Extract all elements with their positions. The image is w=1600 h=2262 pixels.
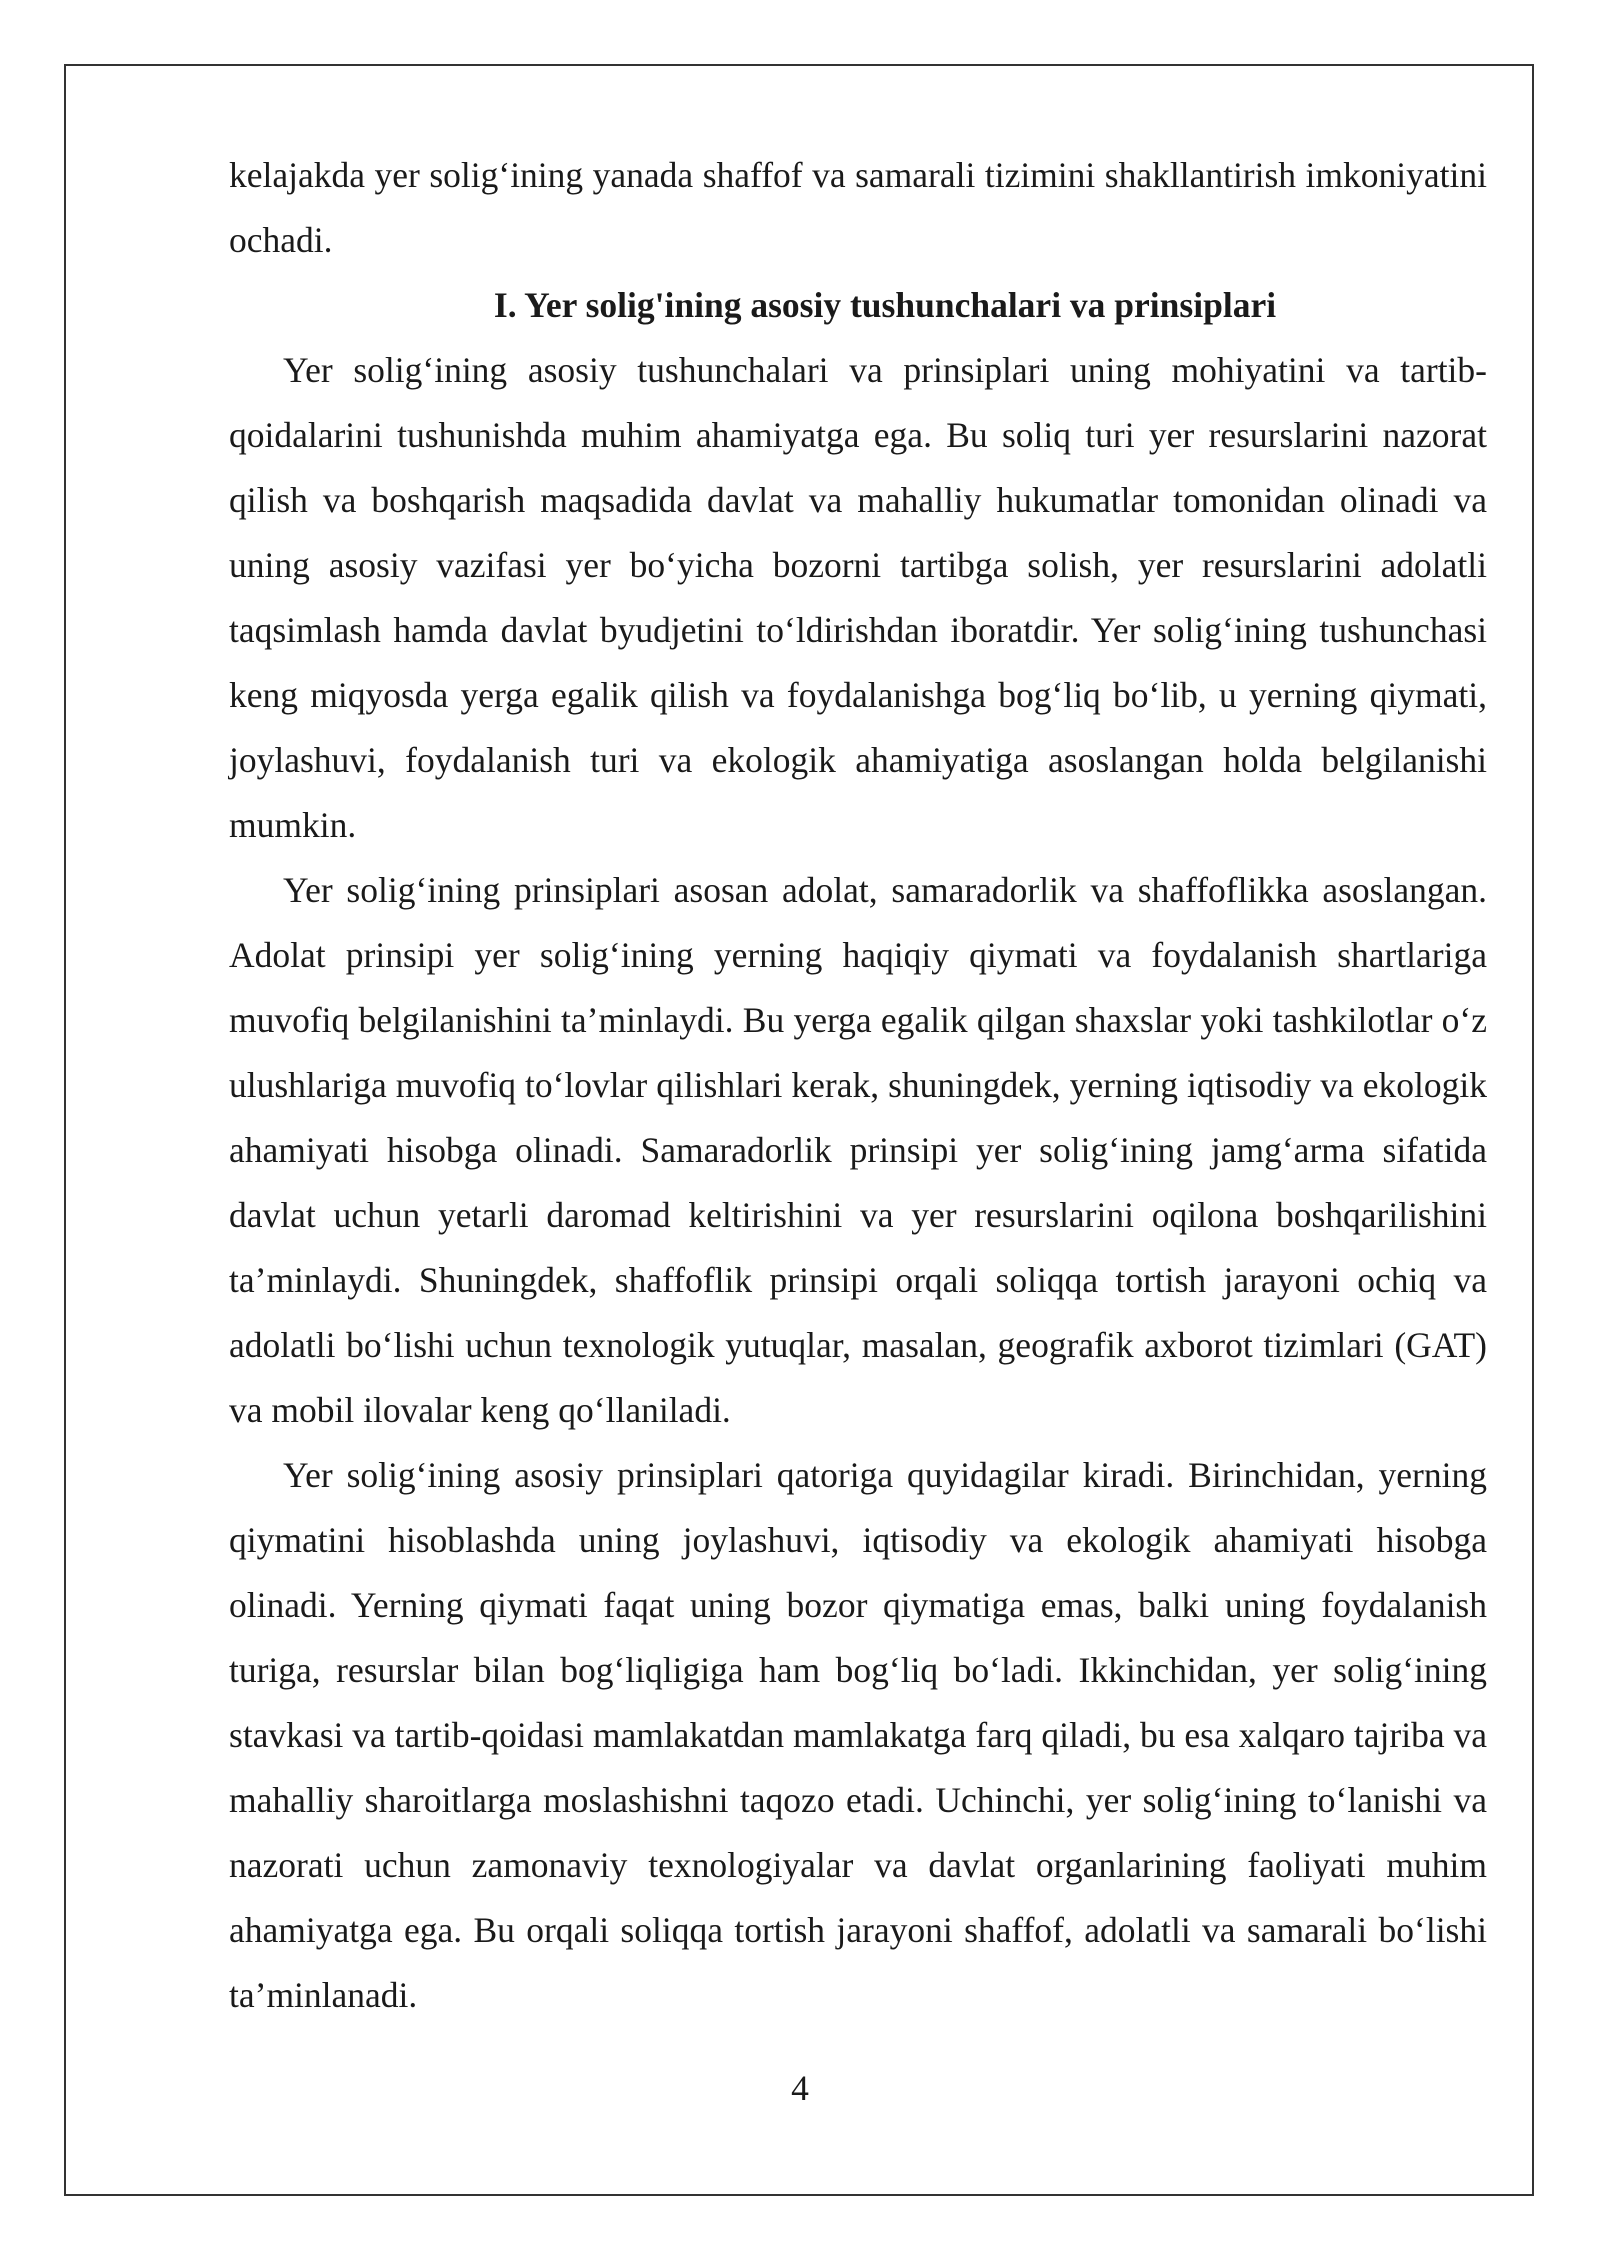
intro-paragraph: kelajakda yer solig‘ining yanada shaffof va samarali tizimini shakllantirish imkoniyatini ochadi. [229, 155, 1487, 260]
body-paragraph-1: Yer solig‘ining asosiy tushunchalari va prinsiplari uning mohiyatini va tartib-qoidalarini tushunishda muhim ahamiyatga ega. Bu soliq turi yer resurslarini nazorat qilish va boshqarish maqsadida davlat va mahalliy hukumatlar tomonidan olinadi va uning asosiy vazifasi yer bo‘yicha bozorni tartibga solish, yer resurslarini adolatli taqsimlash hamda davlat byudjetini to‘ldirishdan iboratdir. Yer solig‘ining tushunchasi keng miqyosda yerga egalik qilish va foydalanishga bog‘liq bo‘lib, u yerning qiymati, joylashuvi, foydalanish turi va ekologik ahamiyatiga asoslangan holda belgilanishi mumkin. [229, 350, 1487, 845]
page-content [229, 143, 1487, 2028]
page-number: 4 [791, 2068, 809, 2108]
section-heading: I. Yer solig'ining asosiy tushunchalari va prinsiplari [493, 285, 1277, 325]
body-paragraph-3: Yer solig‘ining asosiy prinsiplari qatoriga quyidagilar kiradi. Birinchidan, yerning qiymatini hisoblashda uning joylashuvi, iqtisodiy va ekologik ahamiyati hisobga olinadi. Yerning qiymati faqat uning bozor qiymatiga emas, balki uning foydalanish turiga, resurslar bilan bog‘liqligiga ham bog‘liq bo‘ladi. Ikkinchidan, yer solig‘ining stavkasi va tartib-qoidasi mamlakatdan mamlakatga farq qiladi, bu esa xalqaro tajriba va mahalliy sharoitlarga moslashishni taqozo etadi. Uchinchi, yer solig‘ining to‘lanishi va nazorati uchun zamonaviy texnologiyalar va davlat organlarining faoliyati muhim ahamiyatga ega. Bu orqali soliqqa tortish jarayoni shaffof, adolatli va samarali bo‘lishi ta’minlanadi. [229, 1455, 1487, 2015]
body-paragraph-2: Yer solig‘ining prinsiplari asosan adolat, samaradorlik va shaffoflikka asoslangan. Adolat prinsipi yer solig‘ining yerning haqiqiy qiymati va foydalanish shartlariga muvofiq belgilanishini ta’minlaydi. Bu yerga egalik qilgan shaxslar yoki tashkilotlar o‘z ulushlariga muvofiq to‘lovlar qilishlari kerak, shuningdek, yerning iqtisodiy va ekologik ahamiyati hisobga olinadi. Samaradorlik prinsipi yer solig‘ining jamg‘arma sifatida davlat uchun yetarli daromad keltirishini va yer resurslarini oqilona boshqarilishini ta’minlaydi. Shuningdek, shaffoflik prinsipi orqali soliqqa tortish jarayoni ochiq va adolatli bo‘lishi uchun texnologik yutuqlar, masalan, geografik axborot tizimlari (GAT) va mobil ilovalar keng qo‘llaniladi. [229, 870, 1487, 1430]
